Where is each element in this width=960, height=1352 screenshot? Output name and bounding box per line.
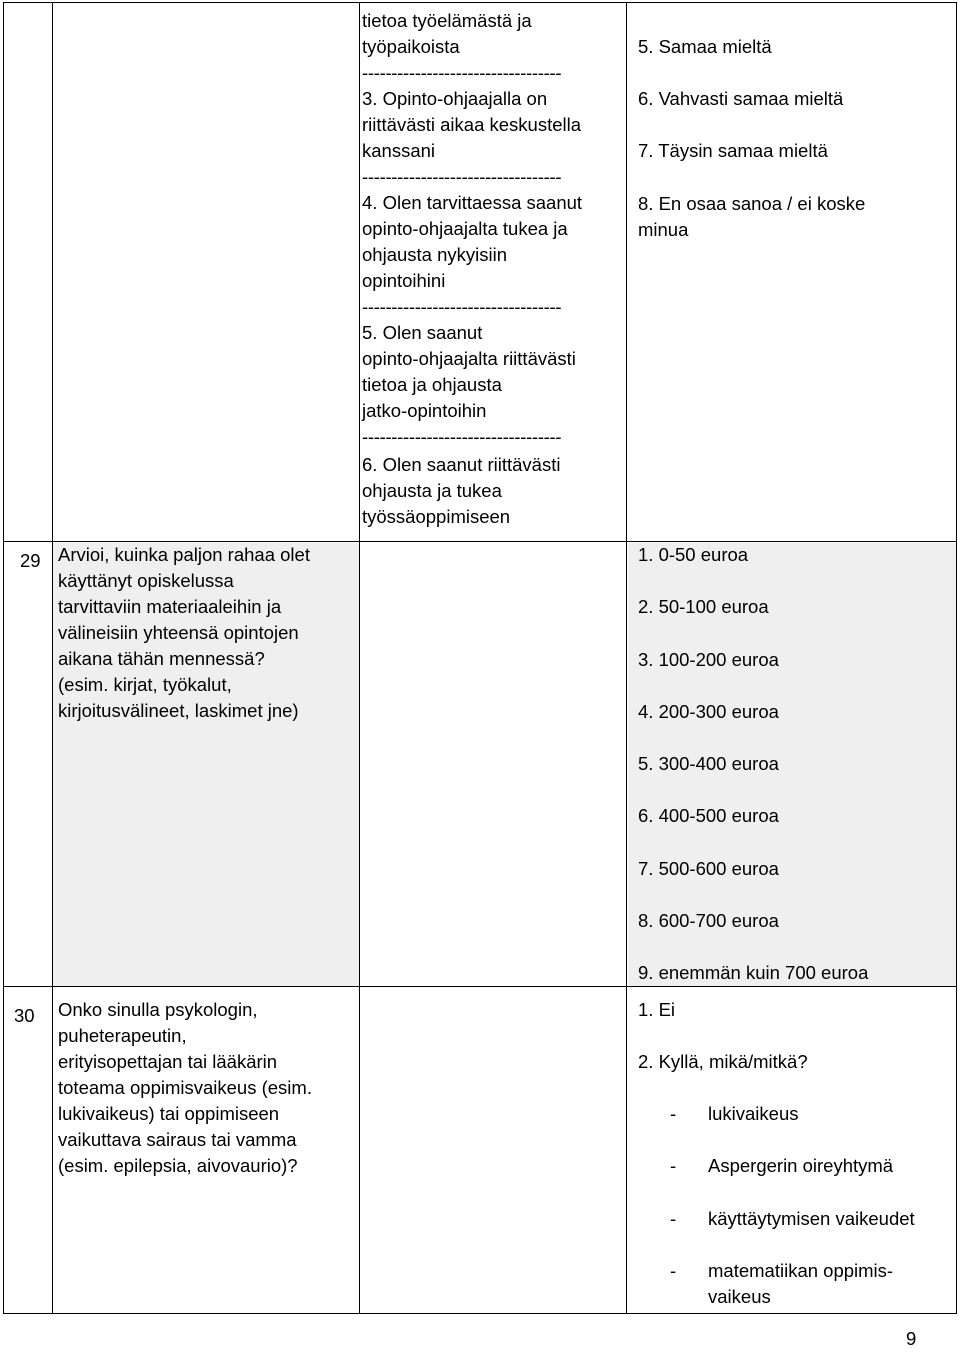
condition-item <box>670 1101 799 1127</box>
statement-line: ohjausta ja tukea <box>362 480 502 501</box>
statement-line: työpaikoista <box>362 36 460 57</box>
statement-line: 6. Olen saanut riittävästi <box>362 454 561 475</box>
answer-option: 5. 300-400 euroa <box>638 753 779 774</box>
statement-line: 3. Opinto-ohjaajalla on <box>362 88 548 109</box>
question-line: Onko sinulla psykologin, <box>58 999 258 1020</box>
statement-divider: ---------------------------------- <box>362 296 562 317</box>
question-line: tarvittaviin materiaaleihin ja <box>58 596 282 617</box>
answer-option: 4. 200-300 euroa <box>638 701 779 722</box>
answer-option: 1. 0-50 euroa <box>638 544 749 565</box>
column-separator-1 <box>52 3 53 1313</box>
condition-label: käyttäytymisen vaikeudet <box>708 1208 915 1229</box>
answer-option: 2. 50-100 euroa <box>638 596 769 617</box>
condition-item <box>670 1258 893 1284</box>
statement-line: opinto-ohjaajalta tukea ja <box>362 218 568 239</box>
answer-option: 6. 400-500 euroa <box>638 805 779 826</box>
question-line: välineisiin yhteensä opintojen <box>58 622 299 643</box>
condition-item <box>670 1206 915 1232</box>
statement-line: jatko-opintoihin <box>362 400 487 421</box>
answer-option: 7. 500-600 euroa <box>638 858 779 879</box>
question-line: (esim. epilepsia, aivovaurio)? <box>58 1155 298 1176</box>
scale-option: 6. Vahvasti samaa mieltä <box>638 88 844 109</box>
statement-line: ohjausta nykyisiin <box>362 244 507 265</box>
bullet-dash: - <box>670 1103 677 1124</box>
scale-option: 8. En osaa sanoa / ei koske <box>638 193 866 214</box>
question-line: toteama oppimisvaikeus (esim. <box>58 1077 312 1098</box>
statement-line: riittävästi aikaa keskustella <box>362 114 582 135</box>
statement-divider: ---------------------------------- <box>362 166 562 187</box>
statement-divider: ---------------------------------- <box>362 426 562 447</box>
statement-line: tietoa työelämästä ja <box>362 10 532 31</box>
condition-item <box>670 1153 893 1179</box>
answer-option: 8. 600-700 euroa <box>638 910 779 931</box>
statement-line: 5. Olen saanut <box>362 322 483 343</box>
condition-item-continuation: vaikeus <box>708 1286 771 1307</box>
bullet-dash: - <box>670 1260 677 1281</box>
question-line: kirjoitusvälineet, laskimet jne) <box>58 700 299 721</box>
question-number: 29 <box>20 550 41 571</box>
scale-option: 5. Samaa mieltä <box>638 36 772 57</box>
question-line: Arvioi, kuinka paljon rahaa olet <box>58 544 310 565</box>
question-line: käyttänyt opiskelussa <box>58 570 234 591</box>
statement-line: tietoa ja ohjausta <box>362 374 502 395</box>
question-line: lukivaikeus) tai oppimiseen <box>58 1103 280 1124</box>
page-number: 9 <box>906 1328 917 1349</box>
answer-option: 1. Ei <box>638 999 676 1020</box>
question-line: puheterapeutin, <box>58 1025 187 1046</box>
scale-option: 7. Täysin samaa mieltä <box>638 140 828 161</box>
statement-line: työssäoppimiseen <box>362 506 511 527</box>
bullet-dash: - <box>670 1208 677 1229</box>
question-line: erityisopettajan tai lääkärin <box>58 1051 278 1072</box>
question-line: (esim. kirjat, työkalut, <box>58 674 232 695</box>
condition-label: Aspergerin oireyhtymä <box>708 1155 894 1176</box>
statement-divider: ---------------------------------- <box>362 62 562 83</box>
statement-line: opintoihini <box>362 270 446 291</box>
answer-option: 2. Kyllä, mikä/mitkä? <box>638 1051 808 1072</box>
question-line: aikana tähän mennessä? <box>58 648 265 669</box>
column-separator-3 <box>626 3 627 1313</box>
bullet-dash: - <box>670 1155 677 1176</box>
column-separator-2 <box>359 3 360 1313</box>
question-line: vaikuttava sairaus tai vamma <box>58 1129 297 1150</box>
statement-line: kanssani <box>362 140 436 161</box>
question-number: 30 <box>14 1005 35 1026</box>
row-separator-30 <box>4 986 956 987</box>
answer-option: 9. enemmän kuin 700 euroa <box>638 962 869 983</box>
condition-label: lukivaikeus <box>708 1103 799 1124</box>
scale-option: minua <box>638 219 689 240</box>
answer-option: 3. 100-200 euroa <box>638 649 779 670</box>
statement-line: 4. Olen tarvittaessa saanut <box>362 192 583 213</box>
condition-label: matematiikan oppimis- <box>708 1260 894 1281</box>
statement-line: opinto-ohjaajalta riittävästi <box>362 348 576 369</box>
